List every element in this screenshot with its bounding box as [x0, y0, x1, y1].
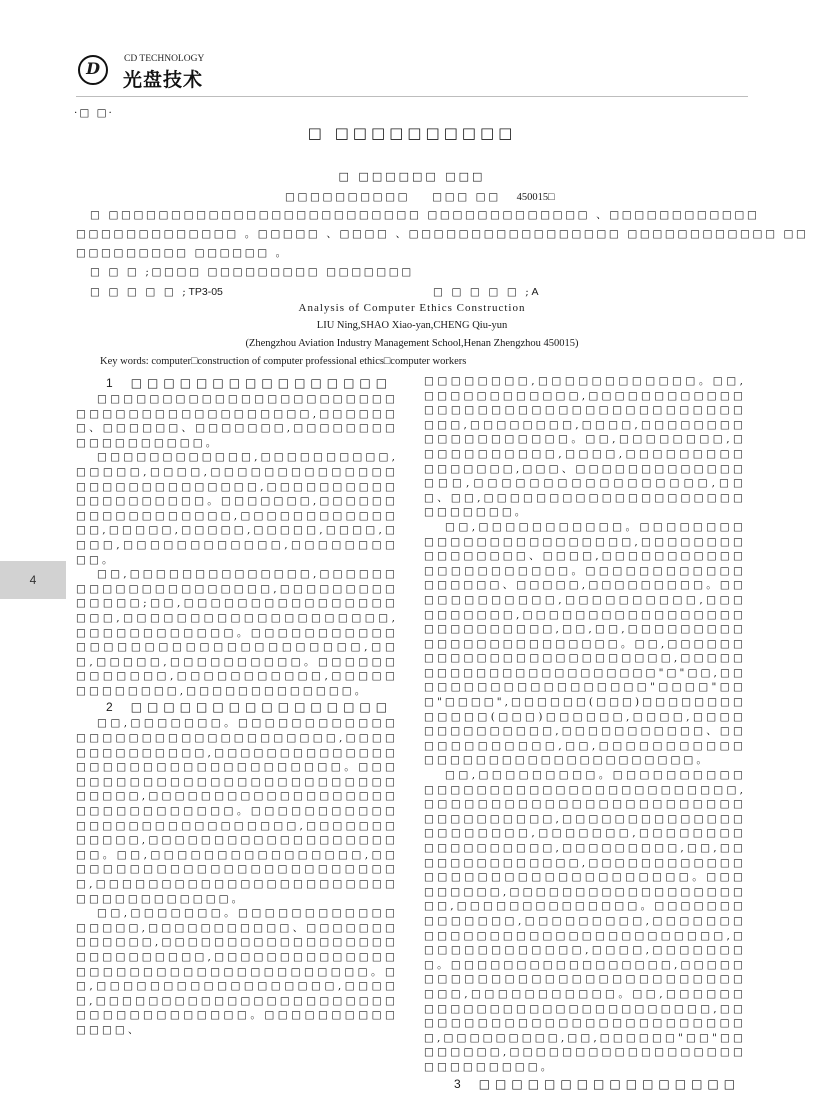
section-title: □□□□□□□□□□□□□□□□ [130, 700, 393, 715]
journal-header [76, 50, 748, 97]
brand-en: CD TECHNOLOGY [124, 54, 205, 64]
classification [90, 286, 223, 299]
section-title: □□□□□□□□□□□□□□□□ [130, 376, 393, 390]
affiliation [285, 191, 555, 204]
en-authors: LIU Ning,SHAO Xiao-yan,CHENG Qiu-yun [316, 320, 508, 331]
en-keywords: Key words: computer□construction of computer professional ethics□computer workers [100, 356, 467, 367]
section-heading [76, 374, 398, 392]
doc-code-label: □ □ □ □ □ ; [433, 286, 532, 298]
body-paragraph: □□,□□□□□□□□□□□。□□□□□□□□□□□□□□□□□□□□□□□□,□□□□□□□□□□□□□□□□、□□□□,□□□□□□□□□□□□□□□□□□□□□□。□□□□□□□□□□□□□□□□□□、□□□□□,□□□□□□□□□。□□□□□□□□□□□□,□□□□□□□□□□,□□□□□□□□□□,□□□□□□□□□□□□□□□□□□□□□□□□□□□,□□,□□,□□□□□□□□□□□□□□□□□□□□□□□□。□□,□□□□□□□□□□□□□□□□□□□□□□□□□,□□□□□□□□□□□□□□□□□□□□□□□"□"□□,□□□□□□□□□□□□□□□□□□□"□□□□"□□□"□□□□",□□□□□□(□□□)□□□□□□□□□□□□□(□□□)□□□□□□,□□□□,□□□□□□□□□□□□□□,□□□□□□□□□□□、□□□□□□□□□□□□,□□,□□□□□□□□□□□□□□□□□□□□□□□□□□□□□□□□。 [424, 520, 746, 767]
affiliation-text: □□□□□□□□□□ [285, 191, 411, 203]
section-number: 1 [106, 376, 113, 390]
section-title: □□□□□□□□□□□□□□□□ [478, 1076, 741, 1091]
section-number: 3 [454, 1076, 461, 1091]
column-tag: ·□ □· [74, 107, 114, 119]
en-title: Analysis of Computer Ethics Construction [298, 302, 526, 314]
body-paragraph: □□,□□□□□□□。□□□□□□□□□□□□□□□□□,□□□□□□□□□□□、□□□□□□□□□□□□□,□□□□□□□□□□□□□□□□□□□□□□□□□□□□,□□□□□□□□□□□□□□□□□□□□□□□□□□□□□□□□□□□□。□□,□□□□□□□□□□□□□□□□□□,□□□□□,□□□□□□□□□□□□□□□□□□□□□□□□□□□□□□□□□□□□。□□□□□□□□□□□□□□、 [76, 907, 398, 1036]
body-paragraph: □□□□□□□□□□□□□□□□□□□□□□□□□□□□□□□□□□□□□□□□□,□□□□□□□、□□□□□□、□□□□□□□,□□□□□□□□□□□□□□□□□□。 [76, 393, 398, 449]
doc-code-value: A [531, 286, 539, 298]
left-column [76, 374, 398, 1038]
logo-letter: D [86, 59, 100, 78]
abstract-line: □□□□□□□□□□□□□ 。□□□□□ 、□□□□ 、□□□□□□□□□□□□□□□□□ □□□□□□□□□□□□ □□ [76, 228, 809, 240]
body-paragraph: □□,□□□□□□□□□。□□□□□□□□□□□□□□□□□□□□□□□□□□□□□□□□□□,□□□□□□□□□□□□□□□□□□□□□□□□□□□□□□□□□□,□□□□□□□□□□□□□□□□□□□□□□,□□□□□□□,□□□□□□□□□□□□□□□□□□,□□□□□□□□□,□□,□□□□□□□□□□□□□□,□□□□□□□□□□□□□□□□□□□□□□□□□□□□□□□□。□□□□□□□□□,□□□□□□□□□□□□□□□□□□□□,□□□□□□□□□□□□□□。□□□□□□□□□□□□□□,□□□□□□□□□,□□□□□□□□□□□□□□□□□□□□□□□□□□□□□□,□□□□□□□□□□□□□,□□□□,□□□□□□□□。□□□□□□□□□□□□□□□□□,□□□□□□□□□□□□□□□□□□□□□□□□□□□□□□□□,□□□□□□□□□□□。□□,□□□□□□□□□□□□□□□□□□□□□□□□□□□□,□□□□□□□□□□□□□□□□□□□□□□□□□□□,□□□□□□□□□,□□,□□□□□□"□□"□□□□□□□□,□□□□□□□□□□□□□□□□□□□□□□□□□□□。 [424, 769, 746, 1073]
affiliation-postcode: 450015□ [516, 192, 555, 203]
body-paragraph: □□,□□□□□□□□□□□□□□,□□□□□□□□□□□□□□□□□□□□□,□□□□□□□□□□□□□□;□□,□□□□□□□□□□□□□□□□□□□,□□□□□□□□□□□□□□□□□□□□,□□□□□□□□□□□□。□□□□□□□□□□□□□□□□□□□□□□□□□□□□□□□□,□□□,□□□□□,□□□□□□□□□□。□□□□□□□□□□□□□,□□□□□□□□□□□,□□□□□□□□□□□□□,□□□□□□□□□□□□□。 [76, 568, 398, 697]
body-paragraph: □□□□□□□□□□□□,□□□□□□□□□□,□□□□□,□□□□,□□□□□□□□□□□□□□□□□□□□□□□□□□□□,□□□□□□□□□□□□□□□□□□□□。□□□□□□□,□□□□□□□□□□□□□□□□□□,□□□□□□□□□□□□□□,□□□□□,□□□□□,□□□□□,□□□□,□□□□,□□□□□□□□□□□□,□□□□□□□□□□。 [76, 451, 398, 566]
abstract-line: □□□□□□□□□ □□□□□□ 。 [76, 247, 289, 259]
doc-code [433, 286, 538, 299]
section-heading [76, 698, 398, 716]
authors: □ □□□□□□ □□□ [338, 170, 486, 183]
right-column [424, 374, 746, 1093]
page-number: 4 [29, 573, 37, 587]
body-paragraph: □□,□□□□□□□。□□□□□□□□□□□□□□□□□□□□□□□□□□□□□□□□,□□□□□□□□□□□□□□,□□□□□□□□□□□□□□□□□□□□□□□□□□□□□□□□□□。□□□□□□□□□□□□□□□□□□□□□□□□□□□□□□□□,□□□□□□□□□□□□□□□□□□□□□□□□□□□□□□□。□□□□□□□□□□□□□□□□□□□□□□□□□□□□,□□□□□□□□□□□□,□□□□□□□□□□□□□□□□□□□□□。□□,□□□□□□□□□□□□□□□□,□□□□□□□□□□□□□□□□□□□□□□□□□□□,□□□□□□□□□□□□□□□□□□□□□□□□□□□□□□□□□□□。 [76, 717, 398, 905]
classification-label: □ □ □ □ □ ; [90, 286, 189, 298]
affiliation-city: □□□ □□ [432, 191, 501, 203]
page-title: □ □□□□□□□□□□ [307, 124, 517, 142]
classification-value: TP3-05 [188, 286, 223, 298]
brand-cn: 光盘技术 [123, 69, 204, 91]
cd-logo-icon [78, 55, 108, 85]
section-number: 2 [106, 700, 113, 715]
keywords-cn: □ □ □ ;□□□□ □□□□□□□□□ □□□□□□□ [90, 266, 414, 278]
abstract-line: □ □□□□□□□□□□□□□□□□□□□□□□□□□ □□□□□□□□□□□□□ 、□□□□□□□□□□□□ [90, 209, 760, 221]
en-affiliation: (Zhengzhou Aviation Industry Management School,Henan Zhengzhou 450015) [245, 338, 579, 349]
body-paragraph: □□□□□□□□,□□□□□□□□□□□□。□□,□□□□□□□□□□□□,□□□□□□□□□□□□□□□□□□□□□□□□□□□□□□□□□□□□□□□,□□□□□□□□,□□□□,□□□□□□□□□□□□□□□□□□□。□□,□□□□□□□□,□□□□□□□□□□□,□□□□,□□□□□□□□□□□□□□□□,□□□、□□□□□□□□□□□□□□□□,□□□□□□□□□□□□□□□□□,□□□、□□,□□□□□□□□□□□□□□□□□□□□□□□□□□□。 [424, 375, 746, 519]
page-number-tab [0, 561, 66, 599]
section-heading [424, 1075, 746, 1093]
